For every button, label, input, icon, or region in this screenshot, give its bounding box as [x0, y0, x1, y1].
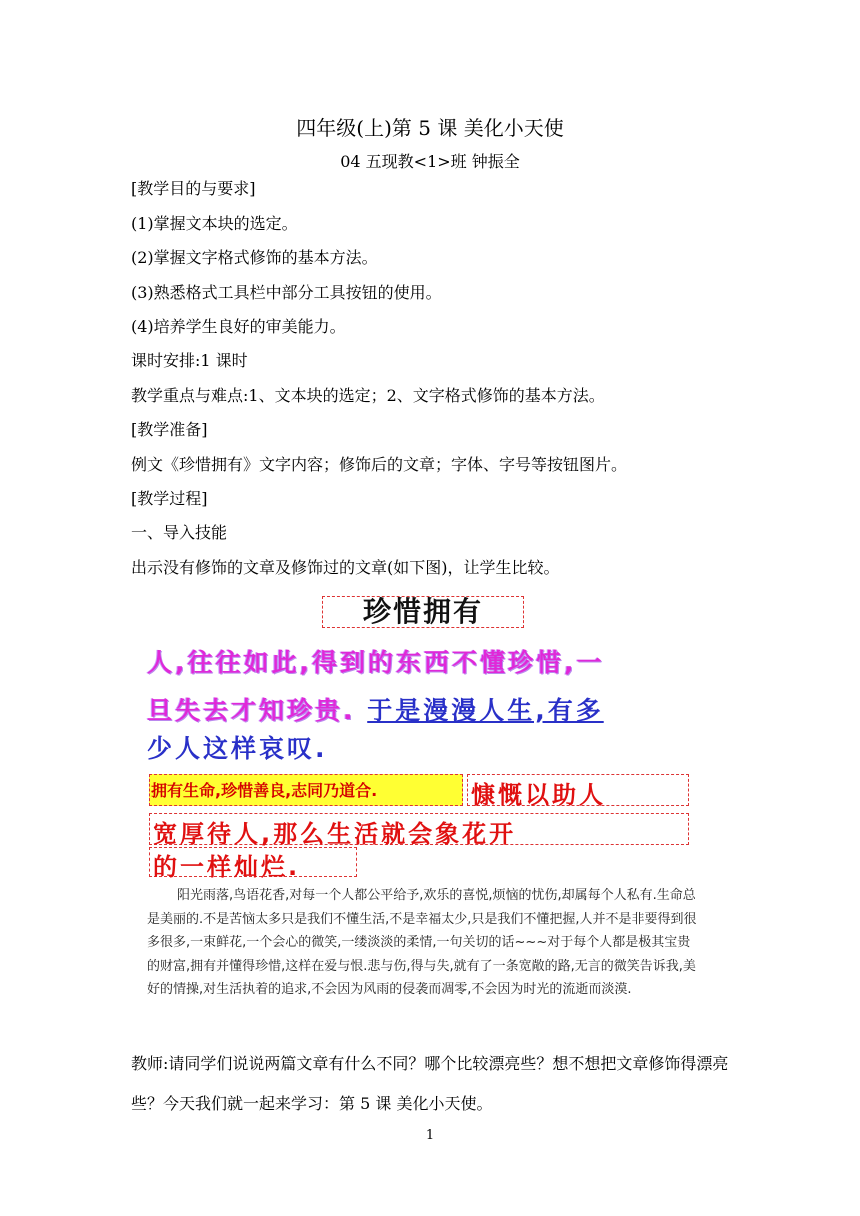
page-number: 1 [425, 1128, 435, 1143]
document-author: 04 五现教<1>班 钟振全 [340, 152, 520, 171]
section-heading-process: [教学过程] [131, 489, 208, 508]
intro-instruction: 出示没有修饰的文章及修饰过的文章(如下图)，让学生比较。 [131, 558, 560, 577]
figure-plain-paragraph: 阳光雨落,鸟语花香,对每一个人都公平给予,欢乐的喜悦,烦恼的忧伤,却属每个人私有.生命总是美丽的.不是苦恼太多只是我们不懂生活,不是幸福太少,只是我们不懂把握,人并不是非要得到很多很多,一束鲜花,一个会心的微笑,一缕淡淡的柔情,一句关切的话~~~对于每个人都是极其宝贵的财富,拥有并懂得珍惜,这样在爱与恨.悲与伤,得与失,就有了一条宽敞的路,无言的微笑告诉我,美好的情操,对生活执着的追求,不会因为风雨的侵袭而凋零,不会因为时光的流逝而淡漠. [147, 888, 697, 997]
figure-blue-line-3: 少人这样哀叹. [147, 734, 328, 763]
key-points: 教学重点与难点:1、文本块的选定；2、文字格式修饰的基本方法。 [131, 386, 605, 405]
figure-magenta-line-2: 旦失去才知珍贵. [147, 696, 356, 725]
teacher-prompt: 教师:请同学们说说两篇文章有什么不同？哪个比较漂亮些？想不想把文章修饰得漂亮些？今天我们就一起来学习：第 5 课 美化小天使。 [131, 1054, 729, 1113]
figure-red-line-3: 的一样灿烂. [153, 853, 301, 881]
figure-line-2 [147, 696, 702, 726]
goal-item-4: (4)培养学生良好的审美能力。 [131, 317, 346, 336]
figure-blue-line-2: 于是漫漫人生,有多 [367, 696, 604, 725]
figure-title: 珍惜拥有 [322, 596, 524, 628]
goal-item-1: (1)掌握文本块的选定。 [131, 214, 298, 233]
figure-highlight-text: 拥有生命,珍惜善良,志同乃道合. [151, 781, 378, 800]
step-heading-intro: 一、导入技能 [131, 523, 228, 542]
goal-item-2: (2)掌握文字格式修饰的基本方法。 [131, 248, 378, 267]
preparation-text: 例文《珍惜拥有》文字内容；修饰后的文章；字体、字号等按钮图片。 [131, 455, 628, 474]
figure-magenta-line-1: 人,往往如此,得到的东西不懂珍惜,一 [147, 648, 605, 677]
example-article-figure [145, 592, 710, 1032]
lesson-schedule: 课时安排:1 课时 [131, 351, 248, 370]
document-title: 四年级(上)第 5 课 美化小天使 [296, 116, 564, 140]
goal-item-3: (3)熟悉格式工具栏中部分工具按钮的使用。 [131, 283, 442, 302]
section-heading-preparation: [教学准备] [131, 420, 208, 439]
figure-red-line-1: 慷慨以助人 [471, 781, 606, 809]
figure-red-line-2: 宽厚待人,那么生活就会象花开 [153, 820, 517, 848]
section-heading-goals: [教学目的与要求] [131, 179, 256, 198]
